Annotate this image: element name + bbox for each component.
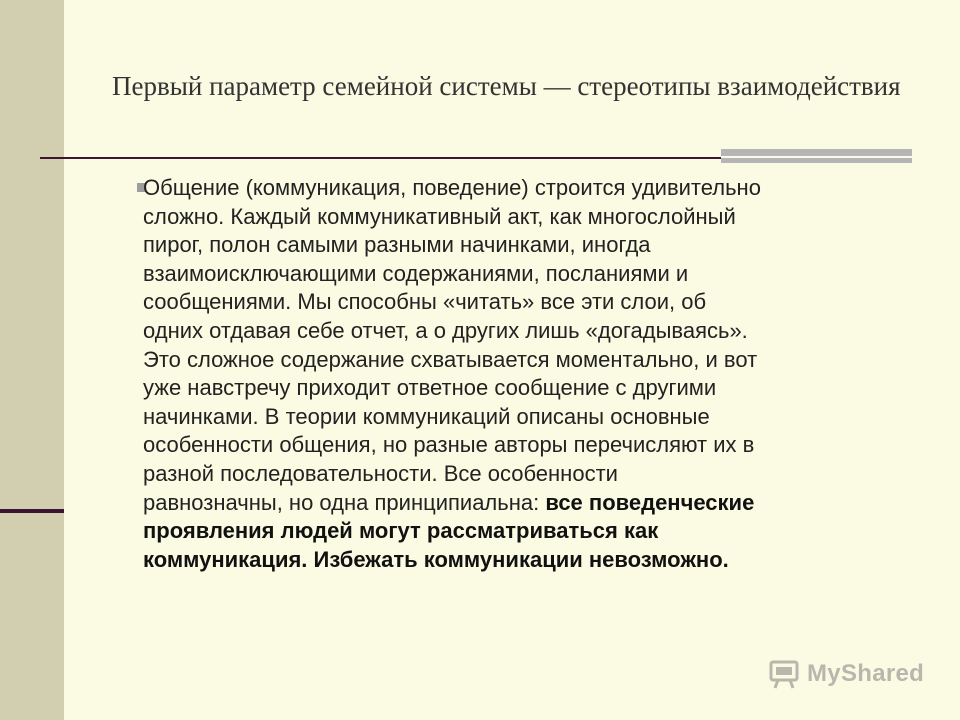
- body-line: уже навстречу приходит ответное сообщение с другими: [143, 375, 717, 401]
- body-line: взаимоисключающими содержаниями, посланиями и: [143, 260, 689, 286]
- body-line: особенности общения, но разные авторы перечисляют их в: [143, 432, 755, 458]
- emphasis-line: все поведенческие: [545, 489, 755, 515]
- body-line: сложно. Каждый коммуникативный акт, как многослойный: [143, 203, 736, 229]
- slide-title: Первый параметр семейной системы — стереотипы взаимодействия: [112, 71, 901, 101]
- bullet-paragraph: [143, 174, 903, 574]
- body-line: начинками. В теории коммуникаций описаны основные: [143, 403, 710, 429]
- emphasis-line: проявления людей могут рассматриваться как: [143, 518, 659, 544]
- emphasis-line: коммуникация. Избежать коммуникации невозможно.: [143, 546, 729, 572]
- body-line: разной последовательности. Все особенности: [143, 460, 618, 486]
- left-band-rule: [0, 509, 64, 513]
- title-divider-accent-gap: [721, 156, 912, 158]
- watermark-text: MyShared: [807, 660, 925, 687]
- body-line: Это сложное содержание схватывается моментально, и вот: [143, 346, 758, 372]
- body-line: сообщениями. Мы способны «читать» все эти слои, об: [143, 289, 707, 315]
- body-line: Общение (коммуникация, поведение) строится удивительно: [143, 175, 761, 200]
- presentation-board-icon: [767, 657, 801, 691]
- body-line: одних отдавая себе отчет, а о других лишь «догадываясь».: [143, 317, 748, 343]
- watermark: [767, 654, 924, 694]
- body-line: пирог, полон самыми разными начинками, иногда: [143, 232, 651, 258]
- body-line: равнозначны, но одна принципиальна:: [143, 489, 546, 515]
- left-decorative-band: [0, 0, 64, 720]
